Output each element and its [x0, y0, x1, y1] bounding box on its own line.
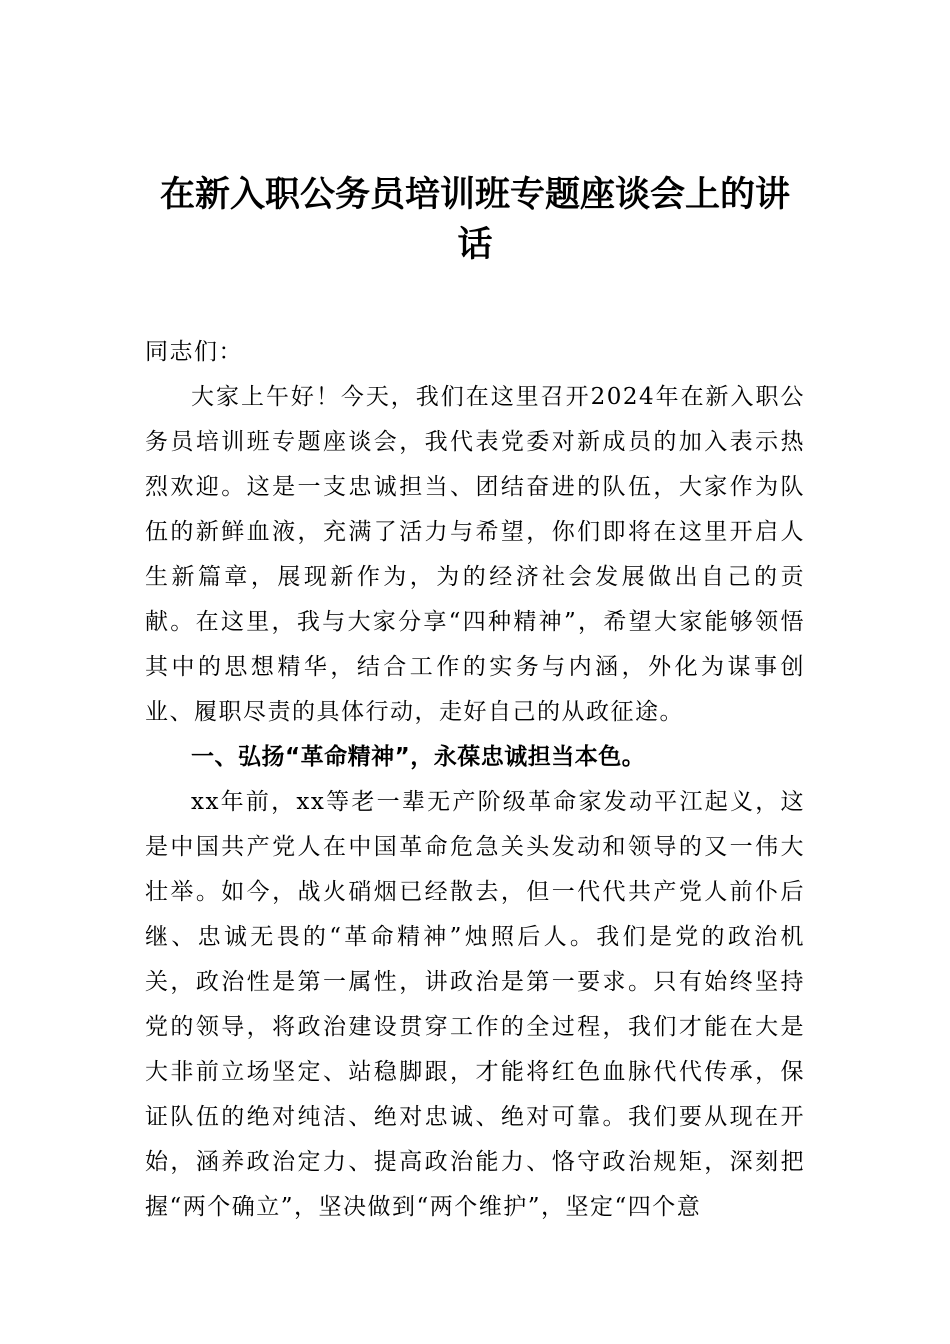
section-paragraph: xx年前，xx等老一辈无产阶级革命家发动平江起义，这是中国共产党人在中国革命危急关头发动和领导的又一伟大壮举。如今，战火硝烟已经散去，但一代代共产党人前仆后继、忠诚无畏的“革命精神”烛照后人。我们是党的政治机关，政治性是第一属性，讲政治是第一要求。只有始终坚持党的领导，将政治建设贯穿工作的全过程，我们才能在大是大非前立场坚定、站稳脚跟，才能将红色血脉代代传承，保证队伍的绝对纯洁、绝对忠诚、绝对可靠。我们要从现在开始，涵养政治定力、提高政治能力、恪守政治规矩，深刻把握“两个确立”，坚决做到“两个维护”，坚定“四个意: [145, 789, 805, 1220]
document-title: 在新入职公务员培训班专题座谈会上的讲话: [159, 174, 790, 265]
document-body: [145, 330, 805, 1230]
intro-paragraph: 大家上午好！今天，我们在这里召开2024年在新入职公务员培训班专题座谈会，我代表党委对新成员的加入表示热烈欢迎。这是一支忠诚担当、团结奋进的队伍，大家作为队伍的新鲜血液，充满了活力与希望，你们即将在这里开启人生新篇章，展现新作为，为的经济社会发展做出自己的贡献。在这里，我与大家分享“四种精神”，希望大家能够领悟其中的思想精华，结合工作的实务与内涵，外化为谋事创业、履职尽责的具体行动，走好自己的从政征途。: [145, 384, 805, 725]
section-heading: 一、弘扬“革命精神”，永葆忠诚担当本色。: [191, 744, 646, 770]
salutation: 同志们：: [145, 339, 243, 365]
